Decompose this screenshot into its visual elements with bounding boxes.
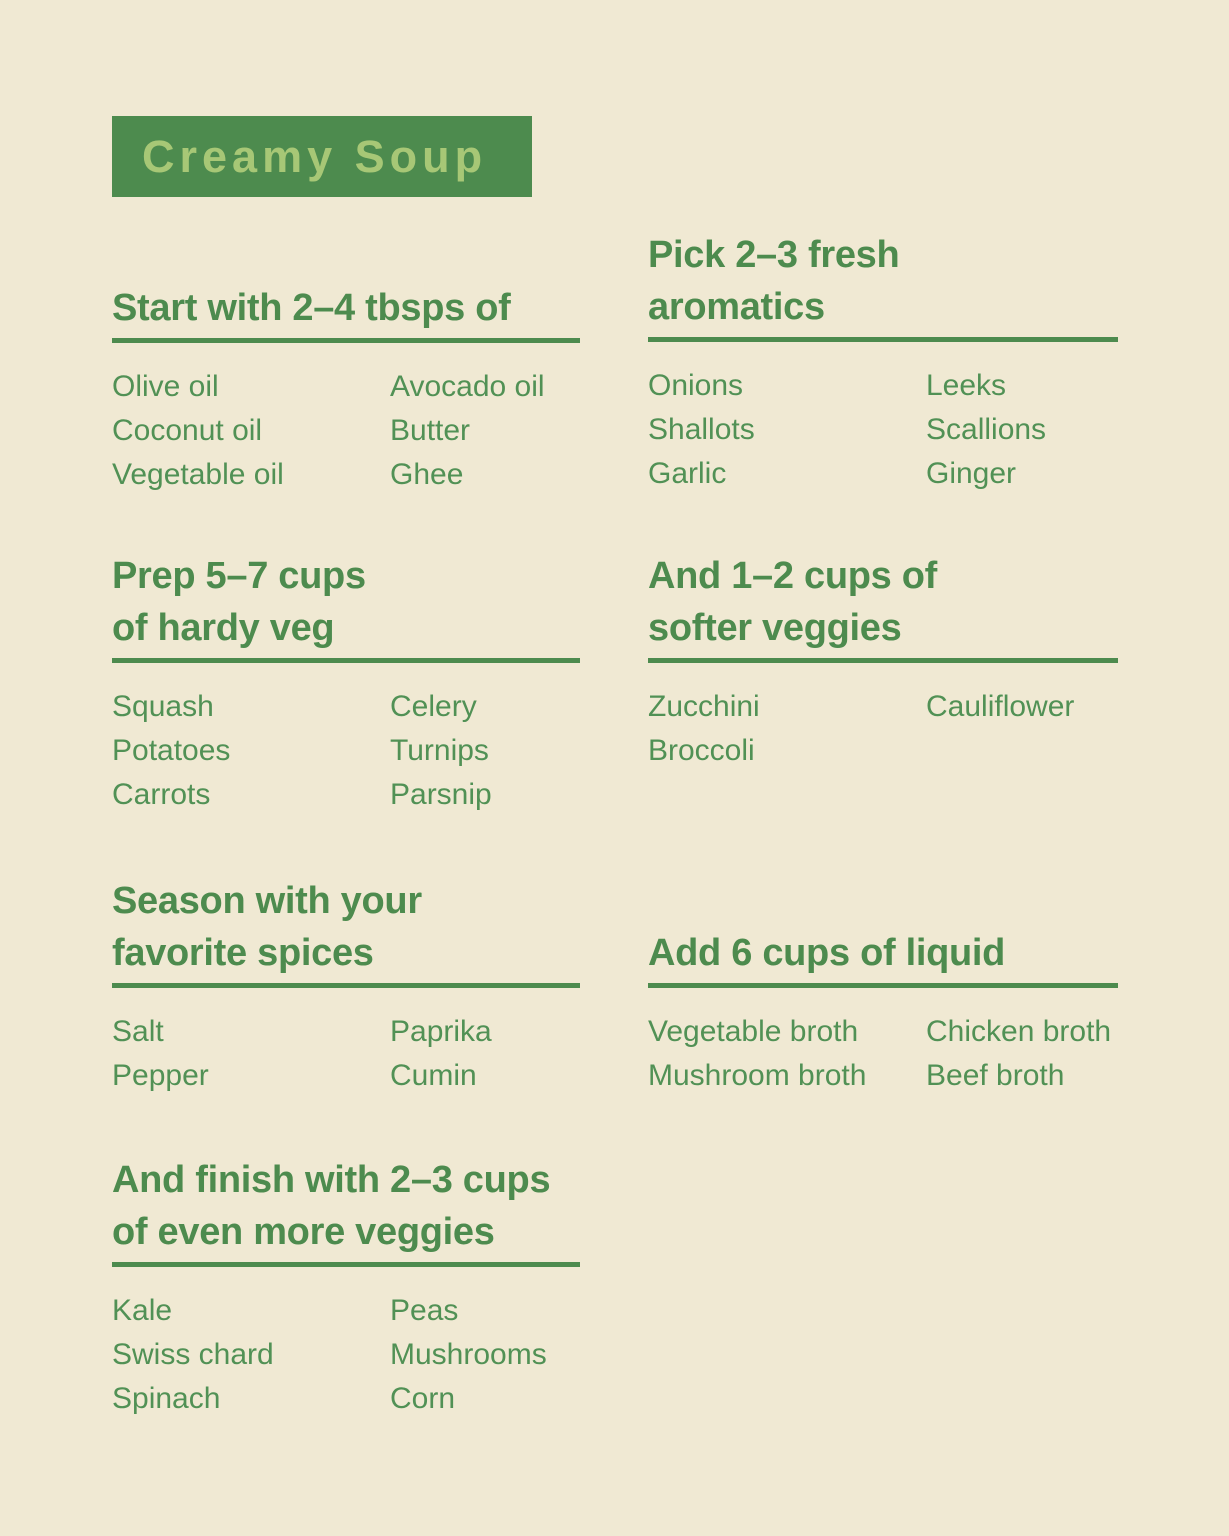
ingredient-list	[648, 364, 1118, 496]
ingredient-column	[112, 365, 390, 497]
ingredient-item: Kale	[112, 1294, 173, 1327]
section-aromatics	[648, 229, 1118, 496]
ingredient-item: Olive oil	[112, 370, 219, 403]
section-heading	[648, 927, 1118, 979]
ingredient-item: Coconut oil	[112, 414, 263, 447]
section-liquid	[648, 927, 1118, 1098]
ingredient-list	[112, 1289, 580, 1421]
ingredient-column	[926, 685, 1118, 773]
heading-line: of even more veggies	[112, 1211, 495, 1253]
ingredient-item: Parsnip	[390, 778, 492, 811]
ingredient-column	[112, 1289, 390, 1421]
section-heading	[112, 550, 580, 654]
ingredient-column	[112, 685, 390, 817]
heading-line: Start with 2–4 tbsps of	[112, 287, 511, 329]
ingredient-item: Mushrooms	[390, 1338, 547, 1371]
ingredient-item: Corn	[390, 1382, 456, 1415]
section-divider	[112, 1262, 580, 1267]
heading-line: aromatics	[648, 286, 825, 328]
section-divider	[648, 983, 1118, 988]
ingredient-column	[390, 1289, 580, 1421]
section-heading	[648, 229, 1118, 333]
section-heading	[112, 875, 580, 979]
section-divider	[112, 338, 580, 343]
section-divider	[648, 658, 1118, 663]
heading-line: Pick 2–3 fresh	[648, 234, 900, 276]
ingredient-item: Scallions	[926, 413, 1047, 446]
section-divider	[112, 983, 580, 988]
heading-line: Add 6 cups of liquid	[648, 932, 1006, 974]
ingredient-item: Vegetable broth	[648, 1015, 859, 1048]
heading-line: And 1–2 cups of	[648, 555, 937, 597]
ingredient-column	[648, 685, 926, 773]
section-softer-veggies	[648, 550, 1118, 773]
ingredient-item: Onions	[648, 369, 744, 402]
ingredient-item: Ginger	[926, 457, 1017, 490]
ingredient-item: Squash	[112, 690, 214, 723]
ingredient-item: Zucchini	[648, 690, 760, 723]
ingredient-item: Mushroom broth	[648, 1059, 867, 1092]
section-divider	[112, 658, 580, 663]
section-hardy-veg	[112, 550, 580, 817]
ingredient-item: Shallots	[648, 413, 755, 446]
section-fats	[112, 282, 580, 497]
ingredient-column	[926, 364, 1118, 496]
ingredient-item: Leeks	[926, 369, 1007, 402]
ingredient-item: Salt	[112, 1015, 164, 1048]
ingredient-item: Cumin	[390, 1059, 477, 1092]
ingredient-item: Paprika	[390, 1015, 492, 1048]
ingredient-item: Garlic	[648, 457, 727, 490]
heading-line: Season with your	[112, 880, 422, 922]
heading-line: And finish with 2–3 cups	[112, 1159, 551, 1201]
ingredient-list	[112, 1010, 580, 1098]
ingredient-item: Celery	[390, 690, 477, 723]
title-banner	[112, 116, 532, 197]
ingredient-column	[648, 364, 926, 496]
ingredient-item: Turnips	[390, 734, 489, 767]
section-spices	[112, 875, 580, 1098]
heading-line: Prep 5–7 cups	[112, 555, 366, 597]
section-heading	[112, 1154, 580, 1258]
section-heading	[648, 550, 1118, 654]
ingredient-item: Ghee	[390, 458, 464, 491]
ingredient-item: Chicken broth	[926, 1015, 1112, 1048]
ingredient-item: Peas	[390, 1294, 459, 1327]
ingredient-list	[648, 1010, 1118, 1098]
ingredient-list	[648, 685, 1118, 773]
ingredient-item: Pepper	[112, 1059, 209, 1092]
ingredient-item: Potatoes	[112, 734, 231, 767]
ingredient-column	[648, 1010, 926, 1098]
heading-line: of hardy veg	[112, 607, 335, 649]
section-divider	[648, 337, 1118, 342]
ingredient-item: Carrots	[112, 778, 211, 811]
ingredient-list	[112, 365, 580, 497]
ingredient-column	[926, 1010, 1118, 1098]
section-finishing-veggies	[112, 1154, 580, 1421]
ingredient-item: Butter	[390, 414, 471, 447]
ingredient-column	[390, 1010, 580, 1098]
heading-line: favorite spices	[112, 932, 374, 974]
ingredient-column	[390, 685, 580, 817]
ingredient-item: Vegetable oil	[112, 458, 284, 491]
ingredient-column	[112, 1010, 390, 1098]
ingredient-item: Avocado oil	[390, 370, 545, 403]
ingredient-item: Spinach	[112, 1382, 221, 1415]
ingredient-item: Broccoli	[648, 734, 755, 767]
ingredient-item: Swiss chard	[112, 1338, 274, 1371]
page-title: Creamy Soup	[142, 130, 488, 182]
section-heading	[112, 282, 580, 334]
ingredient-item: Cauliflower	[926, 690, 1075, 723]
heading-line: softer veggies	[648, 607, 902, 649]
ingredient-list	[112, 685, 580, 817]
ingredient-column	[390, 365, 580, 497]
ingredient-item: Beef broth	[926, 1059, 1065, 1092]
